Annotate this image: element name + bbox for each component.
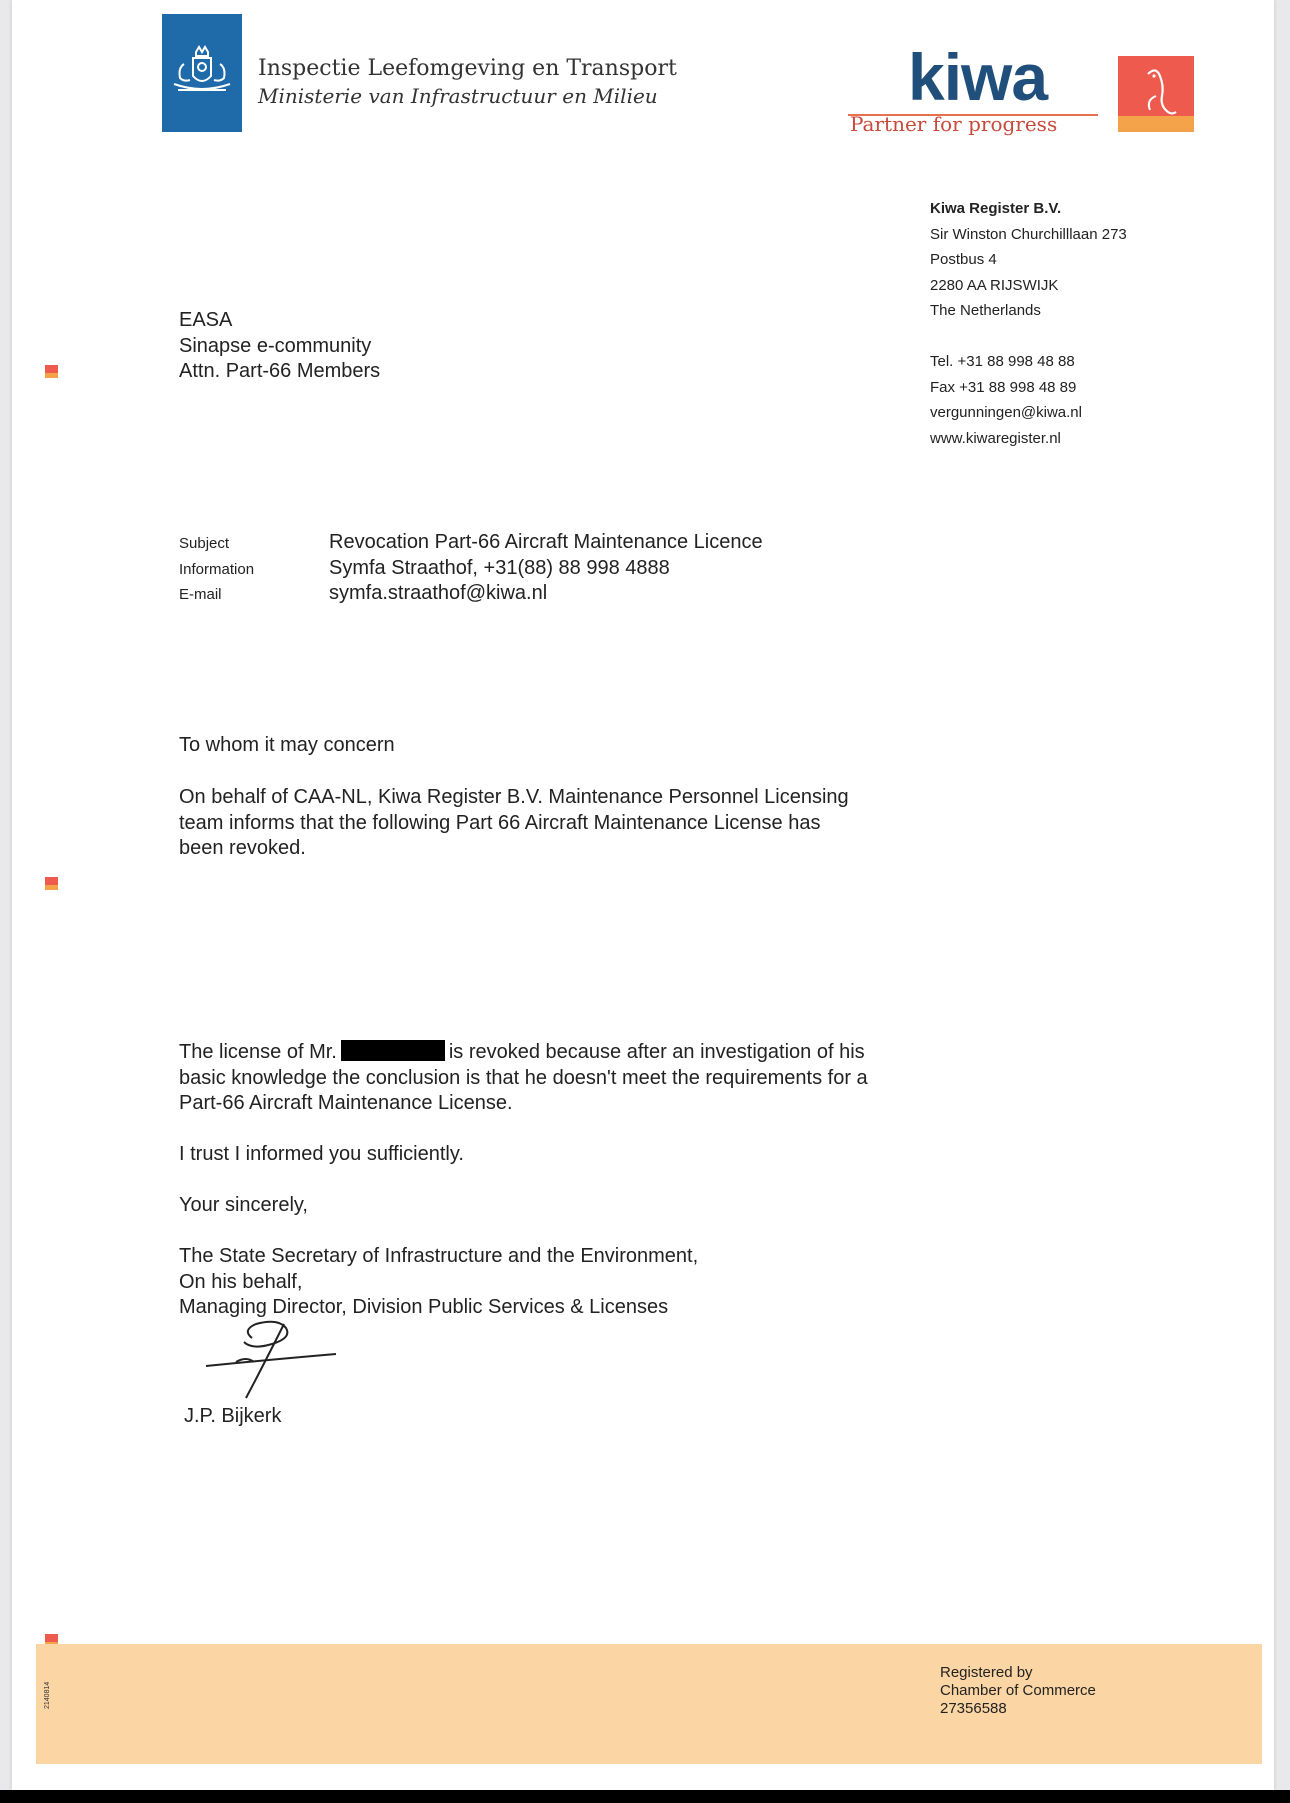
kiwa-wordmark: kiwa: [908, 40, 1048, 114]
recipient-line1: EASA: [179, 309, 233, 331]
sign-line2: On his behalf,: [179, 1270, 303, 1293]
kiwa-beaver-logo: [1118, 56, 1194, 132]
paragraph-3: [179, 1142, 464, 1168]
footer-reg-line1: Registered by: [940, 1664, 1033, 1681]
paragraph-2-after-name: is revoked because after an investigation of his: [448, 1041, 865, 1063]
ministry-name: [258, 55, 677, 109]
salutation-text: To whom it may concern: [179, 734, 395, 756]
recipient-address-block: [179, 308, 380, 385]
paragraph-2-line3: Part-66 Aircraft Maintenance License.: [179, 1092, 513, 1114]
paragraph-1: [179, 785, 849, 862]
redacted-name: [341, 1040, 445, 1061]
sender-fax: Fax +31 88 998 48 89: [930, 378, 1077, 396]
paragraph-1-line3: been revoked.: [179, 837, 306, 859]
ministry-name-line1: Inspectie Leefomgeving en Transport: [258, 56, 677, 81]
sender-city: 2280 AA RIJSWIJK: [930, 276, 1059, 294]
sender-tel: Tel. +31 88 998 48 88: [930, 353, 1075, 370]
marker-band: [45, 373, 58, 378]
paragraph-2-line2: basic knowledge the conclusion is that he doesn't meet the requirements for a: [179, 1066, 868, 1089]
signature-block: [179, 1244, 698, 1321]
sender-email: vergunningen@kiwa.nl: [930, 404, 1082, 421]
paragraph-3-text: I trust I informed you sufficiently.: [179, 1143, 464, 1165]
footer-band: [36, 1644, 1262, 1764]
marker-band: [45, 885, 58, 890]
ministry-name-line2: Ministerie van Infrastructuur en Milieu: [258, 84, 658, 108]
signatory: [184, 1404, 281, 1430]
recipient-line3: Attn. Part-66 Members: [179, 360, 381, 382]
sender-country: The Netherlands: [930, 302, 1041, 319]
meta-email-label: E-mail: [179, 586, 222, 603]
meta-information-value: Symfa Straathof, +31(88) 88 998 4888: [329, 556, 670, 579]
recipient-line2: Sinapse e-community: [179, 334, 372, 357]
margin-marker-top: [45, 365, 58, 378]
paragraph-1-line2: team informs that the following Part 66 Aircraft Maintenance License has: [179, 811, 821, 834]
sign-line3: Managing Director, Division Public Services & Licenses: [179, 1296, 669, 1318]
sender-address-block: [930, 196, 1127, 451]
kiwa-tagline: Partner for progress: [850, 112, 1058, 136]
sender-street: Sir Winston Churchilllaan 273: [930, 225, 1127, 243]
handwritten-signature: [202, 1318, 342, 1402]
sender-postbus: Postbus 4: [930, 251, 997, 268]
coat-of-arms-icon: [166, 44, 238, 104]
meta-subject-value: Revocation Part-66 Aircraft Maintenance Licence: [329, 531, 763, 553]
ministry-logo: [162, 14, 242, 132]
sender-company: Kiwa Register B.V.: [930, 200, 1062, 217]
sign-line1: The State Secretary of Infrastructure and the Environment,: [179, 1245, 699, 1267]
closing: [179, 1193, 308, 1219]
signatory-name: J.P. Bijkerk: [184, 1405, 282, 1427]
salutation: [179, 733, 395, 759]
sender-web: www.kiwaregister.nl: [930, 429, 1061, 447]
footer-registration: [940, 1664, 1096, 1718]
margin-marker-middle: [45, 877, 58, 890]
footer-side-code: 2140814: [44, 1681, 51, 1709]
paragraph-1-line1: On behalf of CAA-NL, Kiwa Register B.V. Maintenance Personnel Licensing: [179, 786, 849, 808]
meta-email-value: symfa.straathof@kiwa.nl: [329, 582, 548, 604]
paragraph-2-before-name: The license of Mr.: [179, 1041, 337, 1063]
paragraph-2-line1: [179, 1040, 868, 1066]
footer-reg-line2: Chamber of Commerce: [940, 1682, 1096, 1699]
beaver-icon: [1118, 56, 1194, 132]
meta-subject-label: Subject: [179, 535, 230, 552]
sender-spacer: [930, 324, 1127, 350]
letter-page: [12, 0, 1274, 1790]
footer-reg-line3: 27356588: [940, 1700, 1007, 1717]
paragraph-2: [179, 1040, 868, 1117]
meta-information-label: Information: [179, 560, 255, 578]
screen-bottom-edge: [0, 1790, 1290, 1803]
closing-text: Your sincerely,: [179, 1194, 308, 1216]
